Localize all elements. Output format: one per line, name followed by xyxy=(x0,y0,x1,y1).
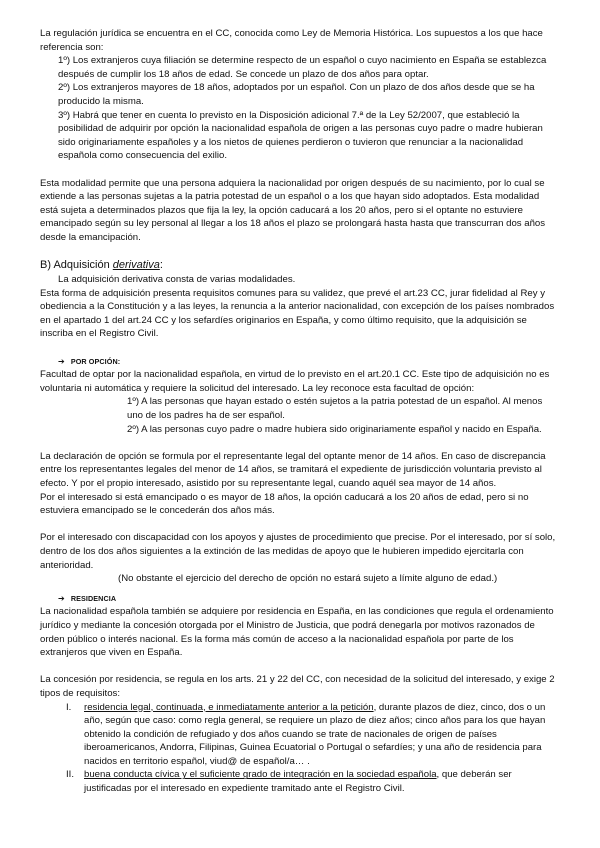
arrow-right-icon: ➔ xyxy=(58,593,65,603)
heading-suffix: : xyxy=(159,259,163,272)
paragraph-opcion-4: Por el interesado con discapacidad con los apoyos y ajustes de procedimiento que precise. Por el interesado, por sí solo, dentro de los dos años siguientes a la extinción de las medidas de apoyo que le hubieren impedido ejercitarla con anterioridad. xyxy=(40,532,556,571)
paragraph-residencia-1: La nacionalidad española también se adquiere por residencia en España, en las condiciones que regula el ordenamiento jurídico y mediante la concesión otorgada por el Ministro de Justicia, que podrá denegarla por motivos razonados de orden público o interés nacional. Es la forma más común de acceso a la nacionalidad española por parte de los extranjeros que viven en España. xyxy=(40,606,554,659)
roman-numeral: II. xyxy=(66,769,74,781)
paragraph-b-intro: La adquisición derivativa consta de varias modalidades. xyxy=(58,274,296,286)
document-body xyxy=(40,27,560,796)
requirement-rest: , que deberán ser justificadas por el interesado en expediente tramitado ante el Registro Civil. xyxy=(84,769,512,795)
paragraph-opcion-2: La declaración de opción se formula por el representante legal del optante menor de 14 años. En caso de discrepancia entre los representantes legales del menor de 14 años, se tramitará el expediente de jurisdicción voluntaria previsto al efecto. Y por el propio interesado, asistido por su representante legal, cuando aquél sea mayor de 14 años. xyxy=(40,450,546,489)
heading-prefix: B) Adquisición xyxy=(40,259,113,272)
paragraph-b-requisitos: Esta forma de adquisición presenta requisitos comunes para su validez, que prevé el art.23 CC, jurar fidelidad al Rey y obediencia a la Constitución y a las leyes, la renuncia a la anterior nacionalidad, con excepción de los países nombrados en el apartado 1 del art.24 CC y los sefardíes originarios en España, y como último requisito, que la adquisición se inscriba en el Registro Civil. xyxy=(40,287,555,340)
roman-numeral: I. xyxy=(66,701,72,713)
arrow-right-icon: ➔ xyxy=(58,356,65,366)
paragraph-modalidad: Esta modalidad permite que una persona adquiera la nacionalidad por origen después de su nacimiento, por lo cual se extiende a las personas sujetas a la patria potestad de un español o a los que hayan sido adoptados. Esta modalidad está sujeta a determinados plazos que fija la ley, la opción caducará a los 20 años, pero si el optante no estuviere emancipado según su ley personal al llegar a los 18 años el plazo se prolongará hasta hasta que transcurran dos años desde la emancipación. xyxy=(40,177,546,243)
paragraph-opcion-3: Por el interesado si está emancipado o es mayor de 18 años, la opción caducará a los 20 años de edad, pero si no estuviera emancipado se le concederán dos años más. xyxy=(40,491,529,517)
section-heading-b xyxy=(40,258,560,273)
subsection-opcion xyxy=(40,355,560,369)
list-item-3: 3º) Habrá que tener en cuenta lo previsto en la Disposición adicional 7.ª de la Ley 52/2007, que estableció la posibilidad de adquirir por opción la nacionalidad española de origen a las personas cuyo padre o madre hubieran sido originariamente españoles y a los nietos de quienes perdieron o tuvieron que renunciar a la nacionalidad española como consecuencia del exilio. xyxy=(58,109,543,162)
paragraph-opcion-1: Facultad de optar por la nacionalidad española, en virtud de lo previsto en el art.20.1 CC. Este tipo de adquisición no es voluntaria ni automática y requiere la solicitud del interesado. La ley reconoce esta facultad de opción: xyxy=(40,369,550,394)
list-item-1: 1º) Los extranjeros cuya filiación se determine respecto de un español o cuyo nacimiento en España se establezca después de cumplir los 18 años de edad. Se concede un plazo de dos años para optar. xyxy=(58,55,547,80)
subsection-title: RESIDENCIA xyxy=(70,593,117,603)
requirement-item-1 xyxy=(40,701,560,769)
requirement-underlined: buena conducta cívica y el suficiente grado de integración en la sociedad española xyxy=(84,769,437,781)
requirement-item-2 xyxy=(40,768,560,795)
subsection-title: POR OPCIÓN: xyxy=(70,356,121,366)
requirement-underlined: residencia legal, continuada, e inmediatamente anterior a la petición xyxy=(84,701,374,713)
paragraph-opcion-note: (No obstante el ejercicio del derecho de opción no estará sujeto a límite alguno de edad.) xyxy=(118,573,498,585)
opcion-item-2: 2º) A las personas cuyo padre o madre hubiera sido originariamente español y nacido en España. xyxy=(127,423,542,435)
subsection-residencia xyxy=(40,592,560,606)
requirement-text xyxy=(84,768,560,795)
requirement-rest: , durante plazos de diez, cinco, dos o un año, según que caso: como regla general, se requiere un plazo de diez años; cinco años para los que hayan obtenido la condición de refugiado y dos años cuando se trate de nacionales de origen de países iberoamericanos, Andorra, Filipinas, Guinea Ecuatorial o Portugal o sefardíes; y una año de residencia para nacidos en territorio español, viud@ de español/a… . xyxy=(84,701,546,767)
paragraph-intro: La regulación jurídica se encuentra en el CC, conocida como Ley de Memoria Histórica. Los supuestos a los que hace referencia son: xyxy=(40,28,543,53)
requirement-text xyxy=(84,701,560,769)
list-item-2: 2º) Los extranjeros mayores de 18 años, adoptados por un español. Con un plazo de dos años desde que se ha producido la misma. xyxy=(58,82,535,107)
paragraph-residencia-2: La concesión por residencia, se regula en los arts. 21 y 22 del CC, con necesidad de la solicitud del interesado, y exige 2 tipos de requisitos: xyxy=(40,674,555,699)
opcion-item-1: 1º) A las personas que hayan estado o estén sujetos a la patria potestad de un español. Al menos uno de los padres ha de ser español. xyxy=(127,396,543,422)
heading-underlined: derivativa xyxy=(112,259,160,272)
